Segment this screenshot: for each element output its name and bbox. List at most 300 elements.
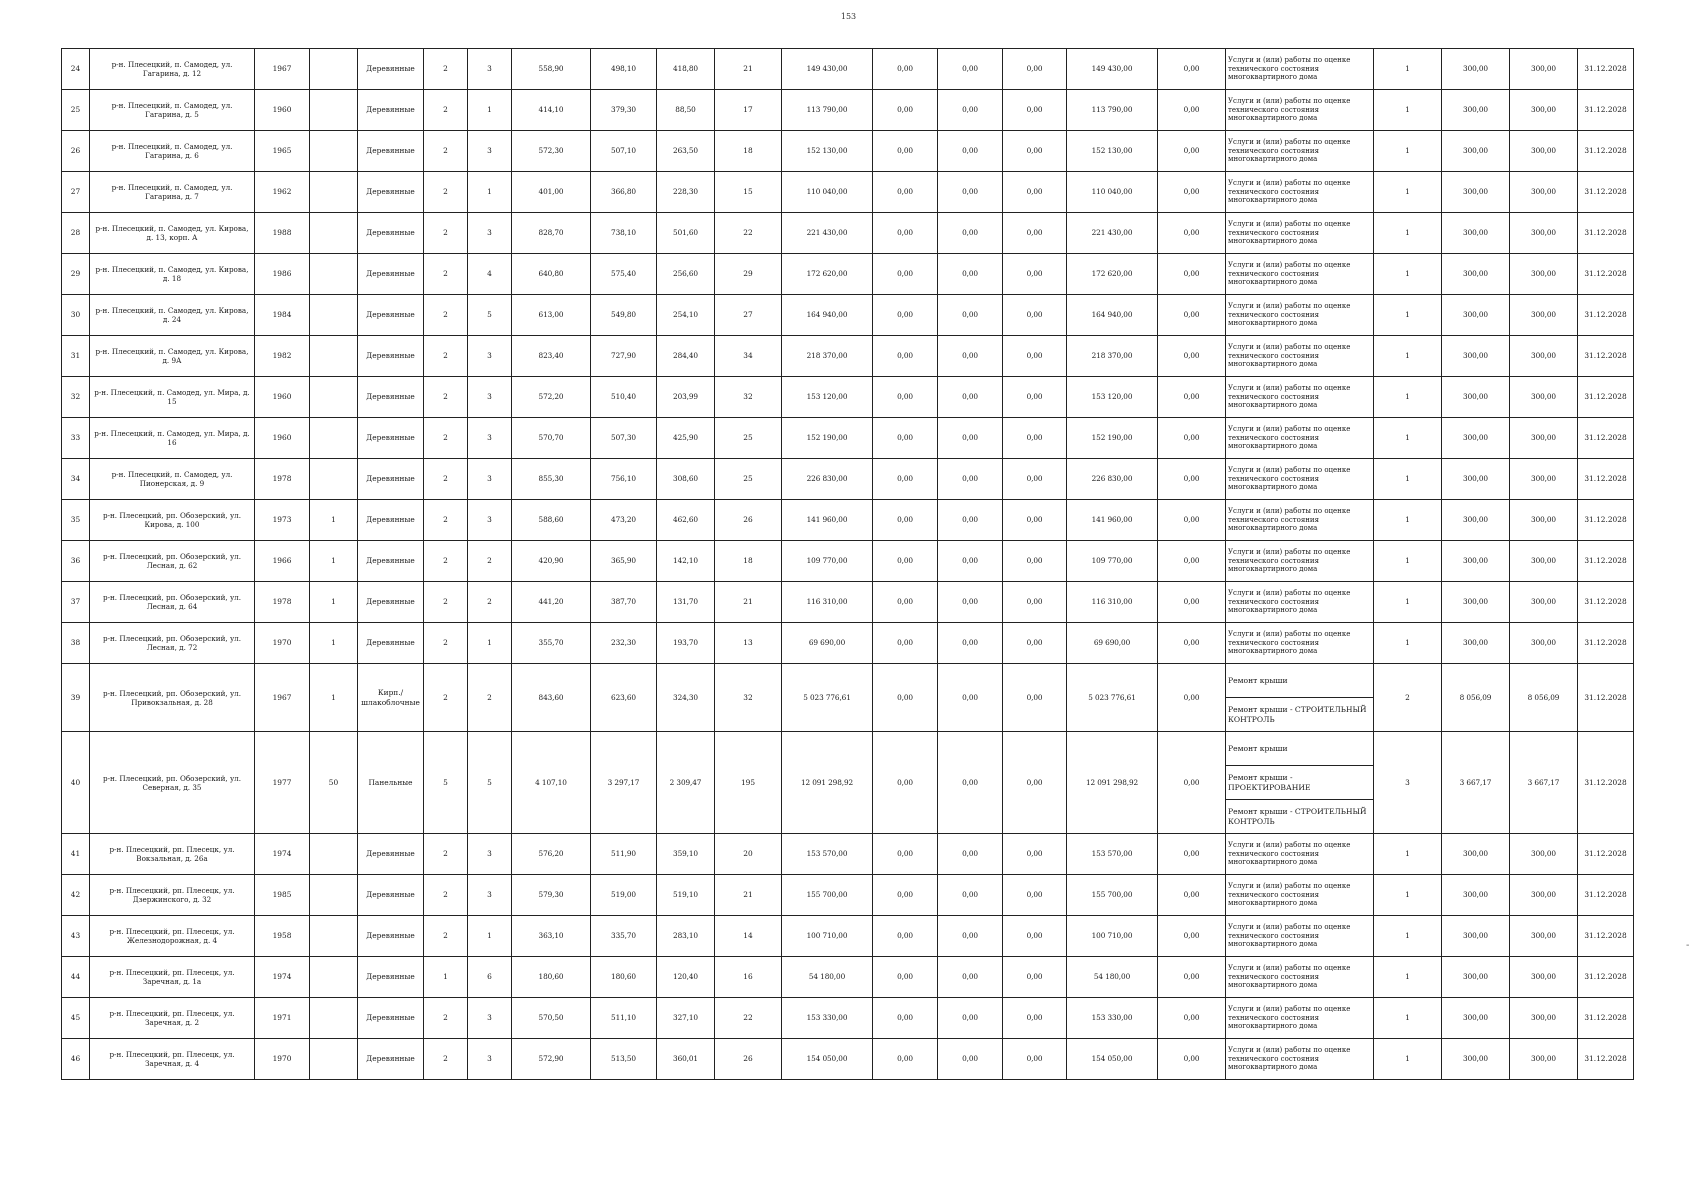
max-price-cell: 300,00 xyxy=(1510,582,1578,623)
extra-count-cell xyxy=(310,90,358,131)
extra-count-cell xyxy=(310,916,358,957)
owner-funds-cell: 113 790,00 xyxy=(1067,90,1158,131)
private-area-cell: 228,30 xyxy=(657,172,715,213)
fund-cell: 0,00 xyxy=(873,418,938,459)
residential-area-cell: 507,30 xyxy=(591,418,657,459)
owner-funds-cell: 153 330,00 xyxy=(1067,998,1158,1039)
work-count-cell: 1 xyxy=(1374,957,1442,998)
private-area-cell: 203,99 xyxy=(657,377,715,418)
other-funds-cell: 0,00 xyxy=(1158,732,1226,834)
deadline-cell: 31.12.2028 xyxy=(1578,90,1634,131)
residents-cell: 34 xyxy=(715,336,782,377)
address-cell: р-н. Плесецкий, п. Самодед, ул. Кирова, д. 13, корп. А xyxy=(90,213,255,254)
fund-cell: 0,00 xyxy=(938,213,1003,254)
wall-material-cell: Деревянные xyxy=(358,916,424,957)
work-type-cell: Услуги и (или) работы по оценке технического состояния многоквартирного дома xyxy=(1226,916,1374,957)
fund-cell: 0,00 xyxy=(1003,131,1067,172)
owner-funds-cell: 153 120,00 xyxy=(1067,377,1158,418)
wall-material-cell: Деревянные xyxy=(358,90,424,131)
work-type-cell: Услуги и (или) работы по оценке технического состояния многоквартирного дома xyxy=(1226,336,1374,377)
extra-count-cell xyxy=(310,875,358,916)
private-area-cell: 462,60 xyxy=(657,500,715,541)
entrances-cell: 1 xyxy=(468,172,512,213)
residents-cell: 20 xyxy=(715,834,782,875)
address-cell: р-н. Плесецкий, рп. Плесецк, ул. Заречная, д. 4 xyxy=(90,1039,255,1080)
year-cell: 1960 xyxy=(255,90,310,131)
private-area-cell: 283,10 xyxy=(657,916,715,957)
max-price-cell: 300,00 xyxy=(1510,254,1578,295)
address-cell: р-н. Плесецкий, п. Самодед, ул. Гагарина, д. 5 xyxy=(90,90,255,131)
floors-cell: 2 xyxy=(424,582,468,623)
residential-area-cell: 335,70 xyxy=(591,916,657,957)
total-cost-cell: 5 023 776,61 xyxy=(782,664,873,732)
fund-cell: 0,00 xyxy=(873,916,938,957)
table-row xyxy=(62,49,1634,90)
max-price-cell: 300,00 xyxy=(1510,541,1578,582)
work-count-cell: 1 xyxy=(1374,336,1442,377)
wall-material-cell: Деревянные xyxy=(358,336,424,377)
residents-cell: 32 xyxy=(715,664,782,732)
unit-price-cell: 300,00 xyxy=(1442,377,1510,418)
total-area-cell: 558,90 xyxy=(512,49,591,90)
table-row xyxy=(62,295,1634,336)
fund-cell: 0,00 xyxy=(938,459,1003,500)
private-area-cell: 88,50 xyxy=(657,90,715,131)
floors-cell: 2 xyxy=(424,377,468,418)
other-funds-cell: 0,00 xyxy=(1158,336,1226,377)
residential-area-cell: 623,60 xyxy=(591,664,657,732)
entrances-cell: 3 xyxy=(468,998,512,1039)
total-area-cell: 4 107,10 xyxy=(512,732,591,834)
residential-area-cell: 727,90 xyxy=(591,336,657,377)
fund-cell: 0,00 xyxy=(1003,623,1067,664)
work-count-cell: 1 xyxy=(1374,1039,1442,1080)
year-cell: 1973 xyxy=(255,500,310,541)
row-number: 43 xyxy=(62,916,90,957)
unit-price-cell: 300,00 xyxy=(1442,90,1510,131)
total-cost-cell: 141 960,00 xyxy=(782,500,873,541)
address-cell: р-н. Плесецкий, п. Самодед, ул. Мира, д. 16 xyxy=(90,418,255,459)
unit-price-cell: 300,00 xyxy=(1442,172,1510,213)
total-area-cell: 401,00 xyxy=(512,172,591,213)
other-funds-cell: 0,00 xyxy=(1158,916,1226,957)
fund-cell: 0,00 xyxy=(938,623,1003,664)
fund-cell: 0,00 xyxy=(1003,998,1067,1039)
work-type-cell: Ремонт крыши - СТРОИТЕЛЬНЫЙ КОНТРОЛЬ xyxy=(1226,800,1374,834)
deadline-cell: 31.12.2028 xyxy=(1578,875,1634,916)
residential-area-cell: 507,10 xyxy=(591,131,657,172)
entrances-cell: 3 xyxy=(468,213,512,254)
table-row xyxy=(62,336,1634,377)
residential-area-cell: 365,90 xyxy=(591,541,657,582)
deadline-cell: 31.12.2028 xyxy=(1578,254,1634,295)
total-cost-cell: 110 040,00 xyxy=(782,172,873,213)
total-area-cell: 572,20 xyxy=(512,377,591,418)
residential-area-cell: 510,40 xyxy=(591,377,657,418)
year-cell: 1984 xyxy=(255,295,310,336)
work-type-cell: Ремонт крыши - СТРОИТЕЛЬНЫЙ КОНТРОЛЬ xyxy=(1226,698,1374,732)
row-number: 28 xyxy=(62,213,90,254)
deadline-cell: 31.12.2028 xyxy=(1578,916,1634,957)
max-price-cell: 300,00 xyxy=(1510,295,1578,336)
unit-price-cell: 300,00 xyxy=(1442,1039,1510,1080)
fund-cell: 0,00 xyxy=(873,732,938,834)
address-cell: р-н. Плесецкий, рп. Плесецк, ул. Дзержинского, д. 32 xyxy=(90,875,255,916)
total-cost-cell: 153 120,00 xyxy=(782,377,873,418)
work-count-cell: 1 xyxy=(1374,49,1442,90)
fund-cell: 0,00 xyxy=(873,957,938,998)
residential-area-cell: 379,30 xyxy=(591,90,657,131)
entrances-cell: 2 xyxy=(468,582,512,623)
total-cost-cell: 54 180,00 xyxy=(782,957,873,998)
wall-material-cell: Деревянные xyxy=(358,500,424,541)
total-cost-cell: 152 190,00 xyxy=(782,418,873,459)
work-count-cell: 1 xyxy=(1374,377,1442,418)
wall-material-cell: Деревянные xyxy=(358,459,424,500)
private-area-cell: 327,10 xyxy=(657,998,715,1039)
private-area-cell: 131,70 xyxy=(657,582,715,623)
floors-cell: 5 xyxy=(424,732,468,834)
residential-area-cell: 180,60 xyxy=(591,957,657,998)
work-count-cell: 1 xyxy=(1374,582,1442,623)
unit-price-cell: 300,00 xyxy=(1442,500,1510,541)
residential-area-cell: 549,80 xyxy=(591,295,657,336)
total-area-cell: 588,60 xyxy=(512,500,591,541)
floors-cell: 2 xyxy=(424,295,468,336)
private-area-cell: 425,90 xyxy=(657,418,715,459)
fund-cell: 0,00 xyxy=(873,541,938,582)
table-row xyxy=(62,500,1634,541)
deadline-cell: 31.12.2028 xyxy=(1578,418,1634,459)
work-type-cell: Услуги и (или) работы по оценке технического состояния многоквартирного дома xyxy=(1226,541,1374,582)
residential-area-cell: 3 297,17 xyxy=(591,732,657,834)
address-cell: р-н. Плесецкий, п. Самодед, ул. Мира, д. 15 xyxy=(90,377,255,418)
wall-material-cell: Деревянные xyxy=(358,295,424,336)
other-funds-cell: 0,00 xyxy=(1158,172,1226,213)
address-cell: р-н. Плесецкий, п. Самодед, ул. Кирова, д. 9А xyxy=(90,336,255,377)
unit-price-cell: 300,00 xyxy=(1442,541,1510,582)
total-area-cell: 855,30 xyxy=(512,459,591,500)
floors-cell: 2 xyxy=(424,254,468,295)
work-type-cell: Услуги и (или) работы по оценке технического состояния многоквартирного дома xyxy=(1226,90,1374,131)
entrances-cell: 3 xyxy=(468,377,512,418)
floors-cell: 2 xyxy=(424,541,468,582)
row-number: 39 xyxy=(62,664,90,732)
address-cell: р-н. Плесецкий, рп. Плесецк, ул. Заречная, д. 1а xyxy=(90,957,255,998)
other-funds-cell: 0,00 xyxy=(1158,213,1226,254)
residents-cell: 21 xyxy=(715,582,782,623)
deadline-cell: 31.12.2028 xyxy=(1578,131,1634,172)
unit-price-cell: 8 056,09 xyxy=(1442,664,1510,732)
row-number: 26 xyxy=(62,131,90,172)
residents-cell: 18 xyxy=(715,541,782,582)
fund-cell: 0,00 xyxy=(873,172,938,213)
wall-material-cell: Деревянные xyxy=(358,131,424,172)
year-cell: 1986 xyxy=(255,254,310,295)
fund-cell: 0,00 xyxy=(1003,49,1067,90)
fund-cell: 0,00 xyxy=(938,500,1003,541)
total-cost-cell: 172 620,00 xyxy=(782,254,873,295)
work-type-cell: Ремонт крыши - ПРОЕКТИРОВАНИЕ xyxy=(1226,766,1374,800)
table-row xyxy=(62,213,1634,254)
floors-cell: 2 xyxy=(424,916,468,957)
other-funds-cell: 0,00 xyxy=(1158,459,1226,500)
residents-cell: 26 xyxy=(715,1039,782,1080)
address-cell: р-н. Плесецкий, рп. Плесецк, ул. Вокзальная, д. 26а xyxy=(90,834,255,875)
total-area-cell: 640,80 xyxy=(512,254,591,295)
max-price-cell: 300,00 xyxy=(1510,957,1578,998)
year-cell: 1967 xyxy=(255,49,310,90)
total-cost-cell: 221 430,00 xyxy=(782,213,873,254)
row-number: 35 xyxy=(62,500,90,541)
deadline-cell: 31.12.2028 xyxy=(1578,500,1634,541)
entrances-cell: 5 xyxy=(468,295,512,336)
year-cell: 1978 xyxy=(255,582,310,623)
year-cell: 1985 xyxy=(255,875,310,916)
fund-cell: 0,00 xyxy=(938,295,1003,336)
work-count-cell: 1 xyxy=(1374,295,1442,336)
table-row xyxy=(62,582,1634,623)
fund-cell: 0,00 xyxy=(1003,500,1067,541)
table-row xyxy=(62,916,1634,957)
row-number: 37 xyxy=(62,582,90,623)
wall-material-cell: Деревянные xyxy=(358,213,424,254)
total-cost-cell: 113 790,00 xyxy=(782,90,873,131)
max-price-cell: 300,00 xyxy=(1510,377,1578,418)
wall-material-cell: Панельные xyxy=(358,732,424,834)
unit-price-cell: 3 667,17 xyxy=(1442,732,1510,834)
fund-cell: 0,00 xyxy=(873,623,938,664)
total-cost-cell: 152 130,00 xyxy=(782,131,873,172)
residents-cell: 13 xyxy=(715,623,782,664)
floors-cell: 2 xyxy=(424,90,468,131)
work-count-cell: 1 xyxy=(1374,213,1442,254)
fund-cell: 0,00 xyxy=(873,834,938,875)
unit-price-cell: 300,00 xyxy=(1442,957,1510,998)
fund-cell: 0,00 xyxy=(938,49,1003,90)
row-number: 34 xyxy=(62,459,90,500)
fund-cell: 0,00 xyxy=(1003,541,1067,582)
row-number: 45 xyxy=(62,998,90,1039)
private-area-cell: 324,30 xyxy=(657,664,715,732)
total-cost-cell: 226 830,00 xyxy=(782,459,873,500)
total-cost-cell: 12 091 298,92 xyxy=(782,732,873,834)
floors-cell: 1 xyxy=(424,957,468,998)
floors-cell: 2 xyxy=(424,131,468,172)
residents-cell: 25 xyxy=(715,418,782,459)
max-price-cell: 300,00 xyxy=(1510,90,1578,131)
address-cell: р-н. Плесецкий, рп. Плесецк, ул. Заречная, д. 2 xyxy=(90,998,255,1039)
owner-funds-cell: 152 190,00 xyxy=(1067,418,1158,459)
entrances-cell: 3 xyxy=(468,418,512,459)
address-cell: р-н. Плесецкий, рп. Обозерский, ул. Северная, д. 35 xyxy=(90,732,255,834)
residents-cell: 25 xyxy=(715,459,782,500)
work-type-cell: Услуги и (или) работы по оценке технического состояния многоквартирного дома xyxy=(1226,377,1374,418)
total-area-cell: 828,70 xyxy=(512,213,591,254)
unit-price-cell: 300,00 xyxy=(1442,254,1510,295)
total-cost-cell: 155 700,00 xyxy=(782,875,873,916)
deadline-cell: 31.12.2028 xyxy=(1578,732,1634,834)
year-cell: 1978 xyxy=(255,459,310,500)
fund-cell: 0,00 xyxy=(938,131,1003,172)
total-cost-cell: 153 330,00 xyxy=(782,998,873,1039)
other-funds-cell: 0,00 xyxy=(1158,49,1226,90)
total-area-cell: 570,50 xyxy=(512,998,591,1039)
work-type-cell: Услуги и (или) работы по оценке технического состояния многоквартирного дома xyxy=(1226,834,1374,875)
other-funds-cell: 0,00 xyxy=(1158,254,1226,295)
owner-funds-cell: 5 023 776,61 xyxy=(1067,664,1158,732)
wall-material-cell: Деревянные xyxy=(358,623,424,664)
deadline-cell: 31.12.2028 xyxy=(1578,377,1634,418)
fund-cell: 0,00 xyxy=(938,418,1003,459)
extra-count-cell xyxy=(310,336,358,377)
total-area-cell: 572,30 xyxy=(512,131,591,172)
address-cell: р-н. Плесецкий, п. Самодед, ул. Гагарина, д. 7 xyxy=(90,172,255,213)
residents-cell: 27 xyxy=(715,295,782,336)
residents-cell: 16 xyxy=(715,957,782,998)
address-cell: р-н. Плесецкий, рп. Обозерский, ул. Привокзальная, д. 28 xyxy=(90,664,255,732)
extra-count-cell xyxy=(310,1039,358,1080)
deadline-cell: 31.12.2028 xyxy=(1578,541,1634,582)
year-cell: 1967 xyxy=(255,664,310,732)
extra-count-cell xyxy=(310,254,358,295)
work-type-cell: Услуги и (или) работы по оценке технического состояния многоквартирного дома xyxy=(1226,957,1374,998)
entrances-cell: 5 xyxy=(468,732,512,834)
unit-price-cell: 300,00 xyxy=(1442,623,1510,664)
residential-area-cell: 513,50 xyxy=(591,1039,657,1080)
entrances-cell: 3 xyxy=(468,459,512,500)
extra-count-cell xyxy=(310,957,358,998)
wall-material-cell: Деревянные xyxy=(358,875,424,916)
total-cost-cell: 100 710,00 xyxy=(782,916,873,957)
extra-count-cell: 1 xyxy=(310,582,358,623)
residents-cell: 29 xyxy=(715,254,782,295)
work-type-cell: Услуги и (или) работы по оценке технического состояния многоквартирного дома xyxy=(1226,1039,1374,1080)
owner-funds-cell: 12 091 298,92 xyxy=(1067,732,1158,834)
row-number: 31 xyxy=(62,336,90,377)
wall-material-cell: Деревянные xyxy=(358,541,424,582)
floors-cell: 2 xyxy=(424,459,468,500)
row-number: 24 xyxy=(62,49,90,90)
work-type-cell: Ремонт крыши xyxy=(1226,664,1374,698)
residents-cell: 32 xyxy=(715,377,782,418)
unit-price-cell: 300,00 xyxy=(1442,418,1510,459)
table-row xyxy=(62,459,1634,500)
private-area-cell: 256,60 xyxy=(657,254,715,295)
address-cell: р-н. Плесецкий, рп. Плесецк, ул. Железнодорожная, д. 4 xyxy=(90,916,255,957)
residential-area-cell: 498,10 xyxy=(591,49,657,90)
wall-material-cell: Деревянные xyxy=(358,834,424,875)
private-area-cell: 2 309,47 xyxy=(657,732,715,834)
year-cell: 1971 xyxy=(255,998,310,1039)
work-type-cell: Услуги и (или) работы по оценке технического состояния многоквартирного дома xyxy=(1226,623,1374,664)
fund-cell: 0,00 xyxy=(938,1039,1003,1080)
fund-cell: 0,00 xyxy=(1003,664,1067,732)
total-area-cell: 843,60 xyxy=(512,664,591,732)
work-count-cell: 1 xyxy=(1374,834,1442,875)
fund-cell: 0,00 xyxy=(873,377,938,418)
extra-count-cell xyxy=(310,459,358,500)
fund-cell: 0,00 xyxy=(938,172,1003,213)
owner-funds-cell: 116 310,00 xyxy=(1067,582,1158,623)
other-funds-cell: 0,00 xyxy=(1158,500,1226,541)
fund-cell: 0,00 xyxy=(1003,732,1067,834)
other-funds-cell: 0,00 xyxy=(1158,834,1226,875)
fund-cell: 0,00 xyxy=(938,377,1003,418)
total-cost-cell: 149 430,00 xyxy=(782,49,873,90)
other-funds-cell: 0,00 xyxy=(1158,957,1226,998)
owner-funds-cell: 218 370,00 xyxy=(1067,336,1158,377)
fund-cell: 0,00 xyxy=(873,582,938,623)
fund-cell: 0,00 xyxy=(1003,834,1067,875)
residential-area-cell: 575,40 xyxy=(591,254,657,295)
fund-cell: 0,00 xyxy=(938,90,1003,131)
owner-funds-cell: 110 040,00 xyxy=(1067,172,1158,213)
private-area-cell: 263,50 xyxy=(657,131,715,172)
residents-cell: 26 xyxy=(715,500,782,541)
other-funds-cell: 0,00 xyxy=(1158,418,1226,459)
private-area-cell: 359,10 xyxy=(657,834,715,875)
table-body xyxy=(62,49,1634,1080)
row-number: 42 xyxy=(62,875,90,916)
fund-cell: 0,00 xyxy=(938,998,1003,1039)
total-cost-cell: 116 310,00 xyxy=(782,582,873,623)
table-row xyxy=(62,732,1634,766)
owner-funds-cell: 154 050,00 xyxy=(1067,1039,1158,1080)
work-count-cell: 2 xyxy=(1374,664,1442,732)
deadline-cell: 31.12.2028 xyxy=(1578,459,1634,500)
max-price-cell: 300,00 xyxy=(1510,1039,1578,1080)
owner-funds-cell: 69 690,00 xyxy=(1067,623,1158,664)
fund-cell: 0,00 xyxy=(938,732,1003,834)
fund-cell: 0,00 xyxy=(1003,916,1067,957)
residential-area-cell: 511,10 xyxy=(591,998,657,1039)
extra-count-cell xyxy=(310,172,358,213)
extra-count-cell: 1 xyxy=(310,623,358,664)
deadline-cell: 31.12.2028 xyxy=(1578,336,1634,377)
other-funds-cell: 0,00 xyxy=(1158,1039,1226,1080)
work-count-cell: 1 xyxy=(1374,875,1442,916)
address-cell: р-н. Плесецкий, п. Самодед, ул. Пионерская, д. 9 xyxy=(90,459,255,500)
entrances-cell: 1 xyxy=(468,90,512,131)
total-area-cell: 823,40 xyxy=(512,336,591,377)
work-type-cell: Ремонт крыши xyxy=(1226,732,1374,766)
work-count-cell: 1 xyxy=(1374,541,1442,582)
table-row xyxy=(62,418,1634,459)
fund-cell: 0,00 xyxy=(1003,957,1067,998)
fund-cell: 0,00 xyxy=(938,541,1003,582)
table-row xyxy=(62,1039,1634,1080)
total-area-cell: 613,00 xyxy=(512,295,591,336)
deadline-cell: 31.12.2028 xyxy=(1578,664,1634,732)
max-price-cell: 3 667,17 xyxy=(1510,732,1578,834)
fund-cell: 0,00 xyxy=(938,834,1003,875)
table-row xyxy=(62,90,1634,131)
table-row xyxy=(62,875,1634,916)
total-cost-cell: 164 940,00 xyxy=(782,295,873,336)
total-area-cell: 576,20 xyxy=(512,834,591,875)
table-row xyxy=(62,957,1634,998)
year-cell: 1974 xyxy=(255,957,310,998)
fund-cell: 0,00 xyxy=(1003,90,1067,131)
wall-material-cell: Деревянные xyxy=(358,1039,424,1080)
fund-cell: 0,00 xyxy=(873,875,938,916)
unit-price-cell: 300,00 xyxy=(1442,834,1510,875)
other-funds-cell: 0,00 xyxy=(1158,875,1226,916)
fund-cell: 0,00 xyxy=(873,90,938,131)
table-row xyxy=(62,131,1634,172)
wall-material-cell: Деревянные xyxy=(358,172,424,213)
